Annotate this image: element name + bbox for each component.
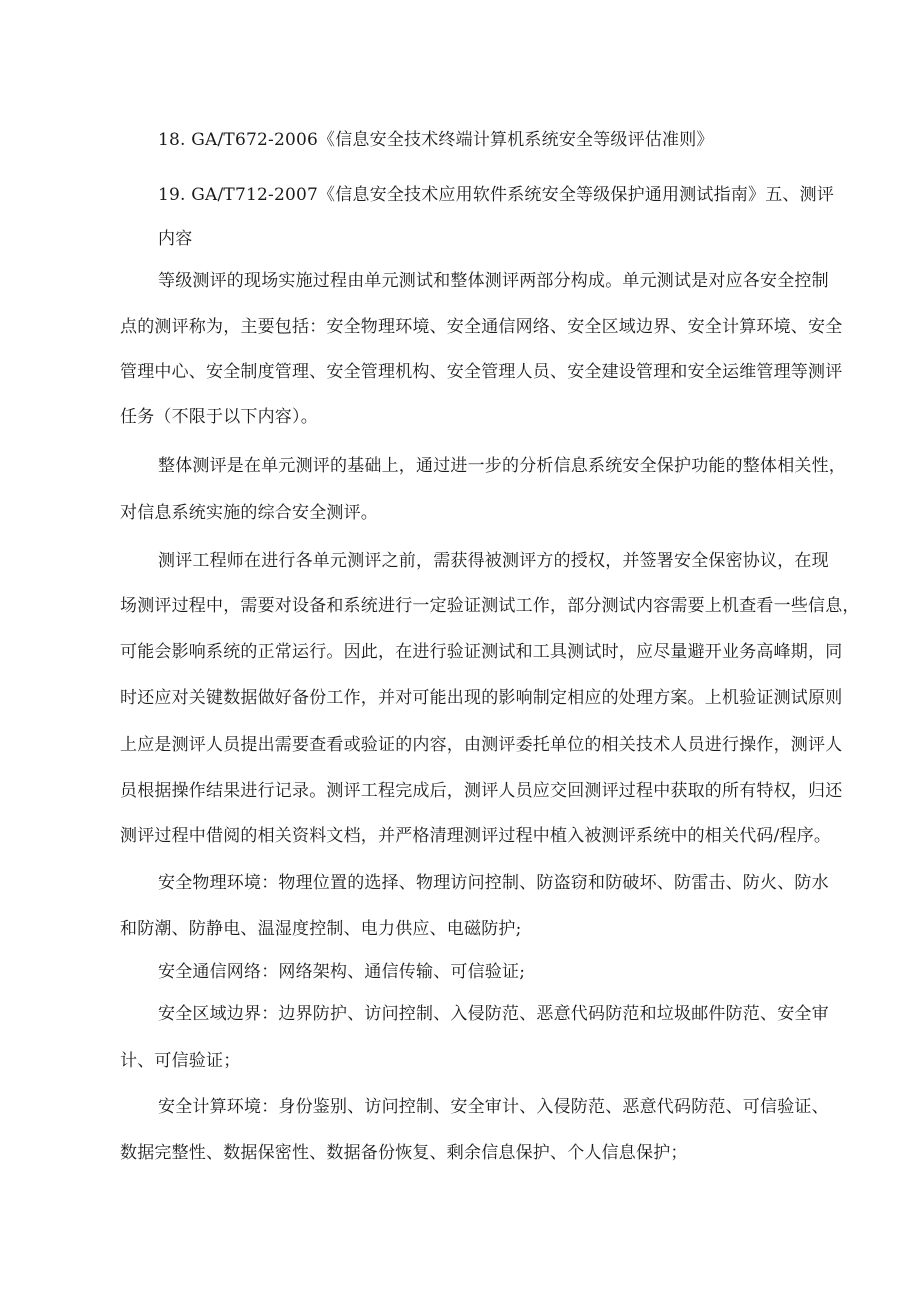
paragraph-6-line-2: 计、可信验证； (120, 1051, 241, 1071)
paragraph-3-line-5: 上应是测评人员提出需要查看或验证的内容，由测评委托单位的相关技术人员进行操作，测评人 (120, 735, 843, 755)
item-text: GA/T712-2007《信息安全技术应用软件系统安全等级保护通用测试指南》五、测评 (191, 185, 835, 205)
paragraph-7-line-1: 安全计算环境：身份鉴别、访问控制、安全审计、入侵防范、恶意代码防范、可信验证、 (158, 1097, 829, 1117)
reference-item-18 (158, 129, 714, 151)
paragraph-2-line-1: 整体测评是在单元测评的基础上，通过进一步的分析信息系统安全保护功能的整体相关性， (158, 456, 846, 476)
paragraph-3-line-4: 时还应对关键数据做好备份工作，并对可能出现的影响制定相应的处理方案。上机验证测试原则 (120, 688, 843, 708)
paragraph-7-line-2: 数据完整性、数据保密性、数据备份恢复、剩余信息保护、个人信息保护； (120, 1143, 688, 1163)
paragraph-3-line-1: 测评工程师在进行各单元测评之前，需获得被测评方的授权，并签署安全保密协议，在现 (158, 551, 829, 571)
paragraph-1-line-2: 点的测评称为，主要包括：安全物理环境、安全通信网络、安全区域边界、安全计算环境、安全 (120, 317, 843, 337)
paragraph-1-line-4: 任务（不限于以下内容）。 (120, 407, 318, 427)
section-heading-continuation: 内容 (158, 229, 193, 249)
paragraph-3-line-6: 员根据操作结果进行记录。测评工程完成后，测评人员应交回测评过程中获取的所有特权，归还 (120, 781, 843, 801)
paragraph-3-line-7: 测评过程中借阅的相关资料文档，并严格清理测评过程中植入被测评系统中的相关代码/程序。 (120, 826, 832, 846)
paragraph-4-line-1: 安全物理环境：物理位置的选择、物理访问控制、防盗窃和防破坏、防雷击、防火、防水 (158, 873, 829, 893)
paragraph-3-line-2: 场测评过程中，需要对设备和系统进行一定验证测试工作，部分测试内容需要上机查看一些信息， (120, 596, 860, 616)
paragraph-1-line-1: 等级测评的现场实施过程由单元测试和整体测评两部分构成。单元测试是对应各安全控制 (158, 271, 829, 291)
paragraph-2-line-2: 对信息系统实施的综合安全测评。 (120, 503, 378, 523)
item-text: GA/T672-2006《信息安全技术终端计算机系统安全等级评估准则》 (191, 130, 714, 150)
item-number: 18. (158, 130, 186, 150)
item-number: 19. (158, 185, 186, 205)
reference-item-19 (158, 184, 834, 206)
paragraph-6-line-1: 安全区域边界：边界防护、访问控制、入侵防范、恶意代码防范和垃圾邮件防范、安全审 (158, 1004, 829, 1024)
paragraph-3-line-3: 可能会影响系统的正常运行。因此，在进行验证测试和工具测试时，应尽量避开业务高峰期，同 (120, 642, 843, 662)
paragraph-4-line-2: 和防潮、防静电、温湿度控制、电力供应、电磁防护; (120, 919, 522, 939)
paragraph-5-line-1: 安全通信网络：网络架构、通信传输、可信验证; (158, 962, 526, 982)
paragraph-1-line-3: 管理中心、安全制度管理、安全管理机构、安全管理人员、安全建设管理和安全运维管理等测评 (120, 362, 843, 382)
